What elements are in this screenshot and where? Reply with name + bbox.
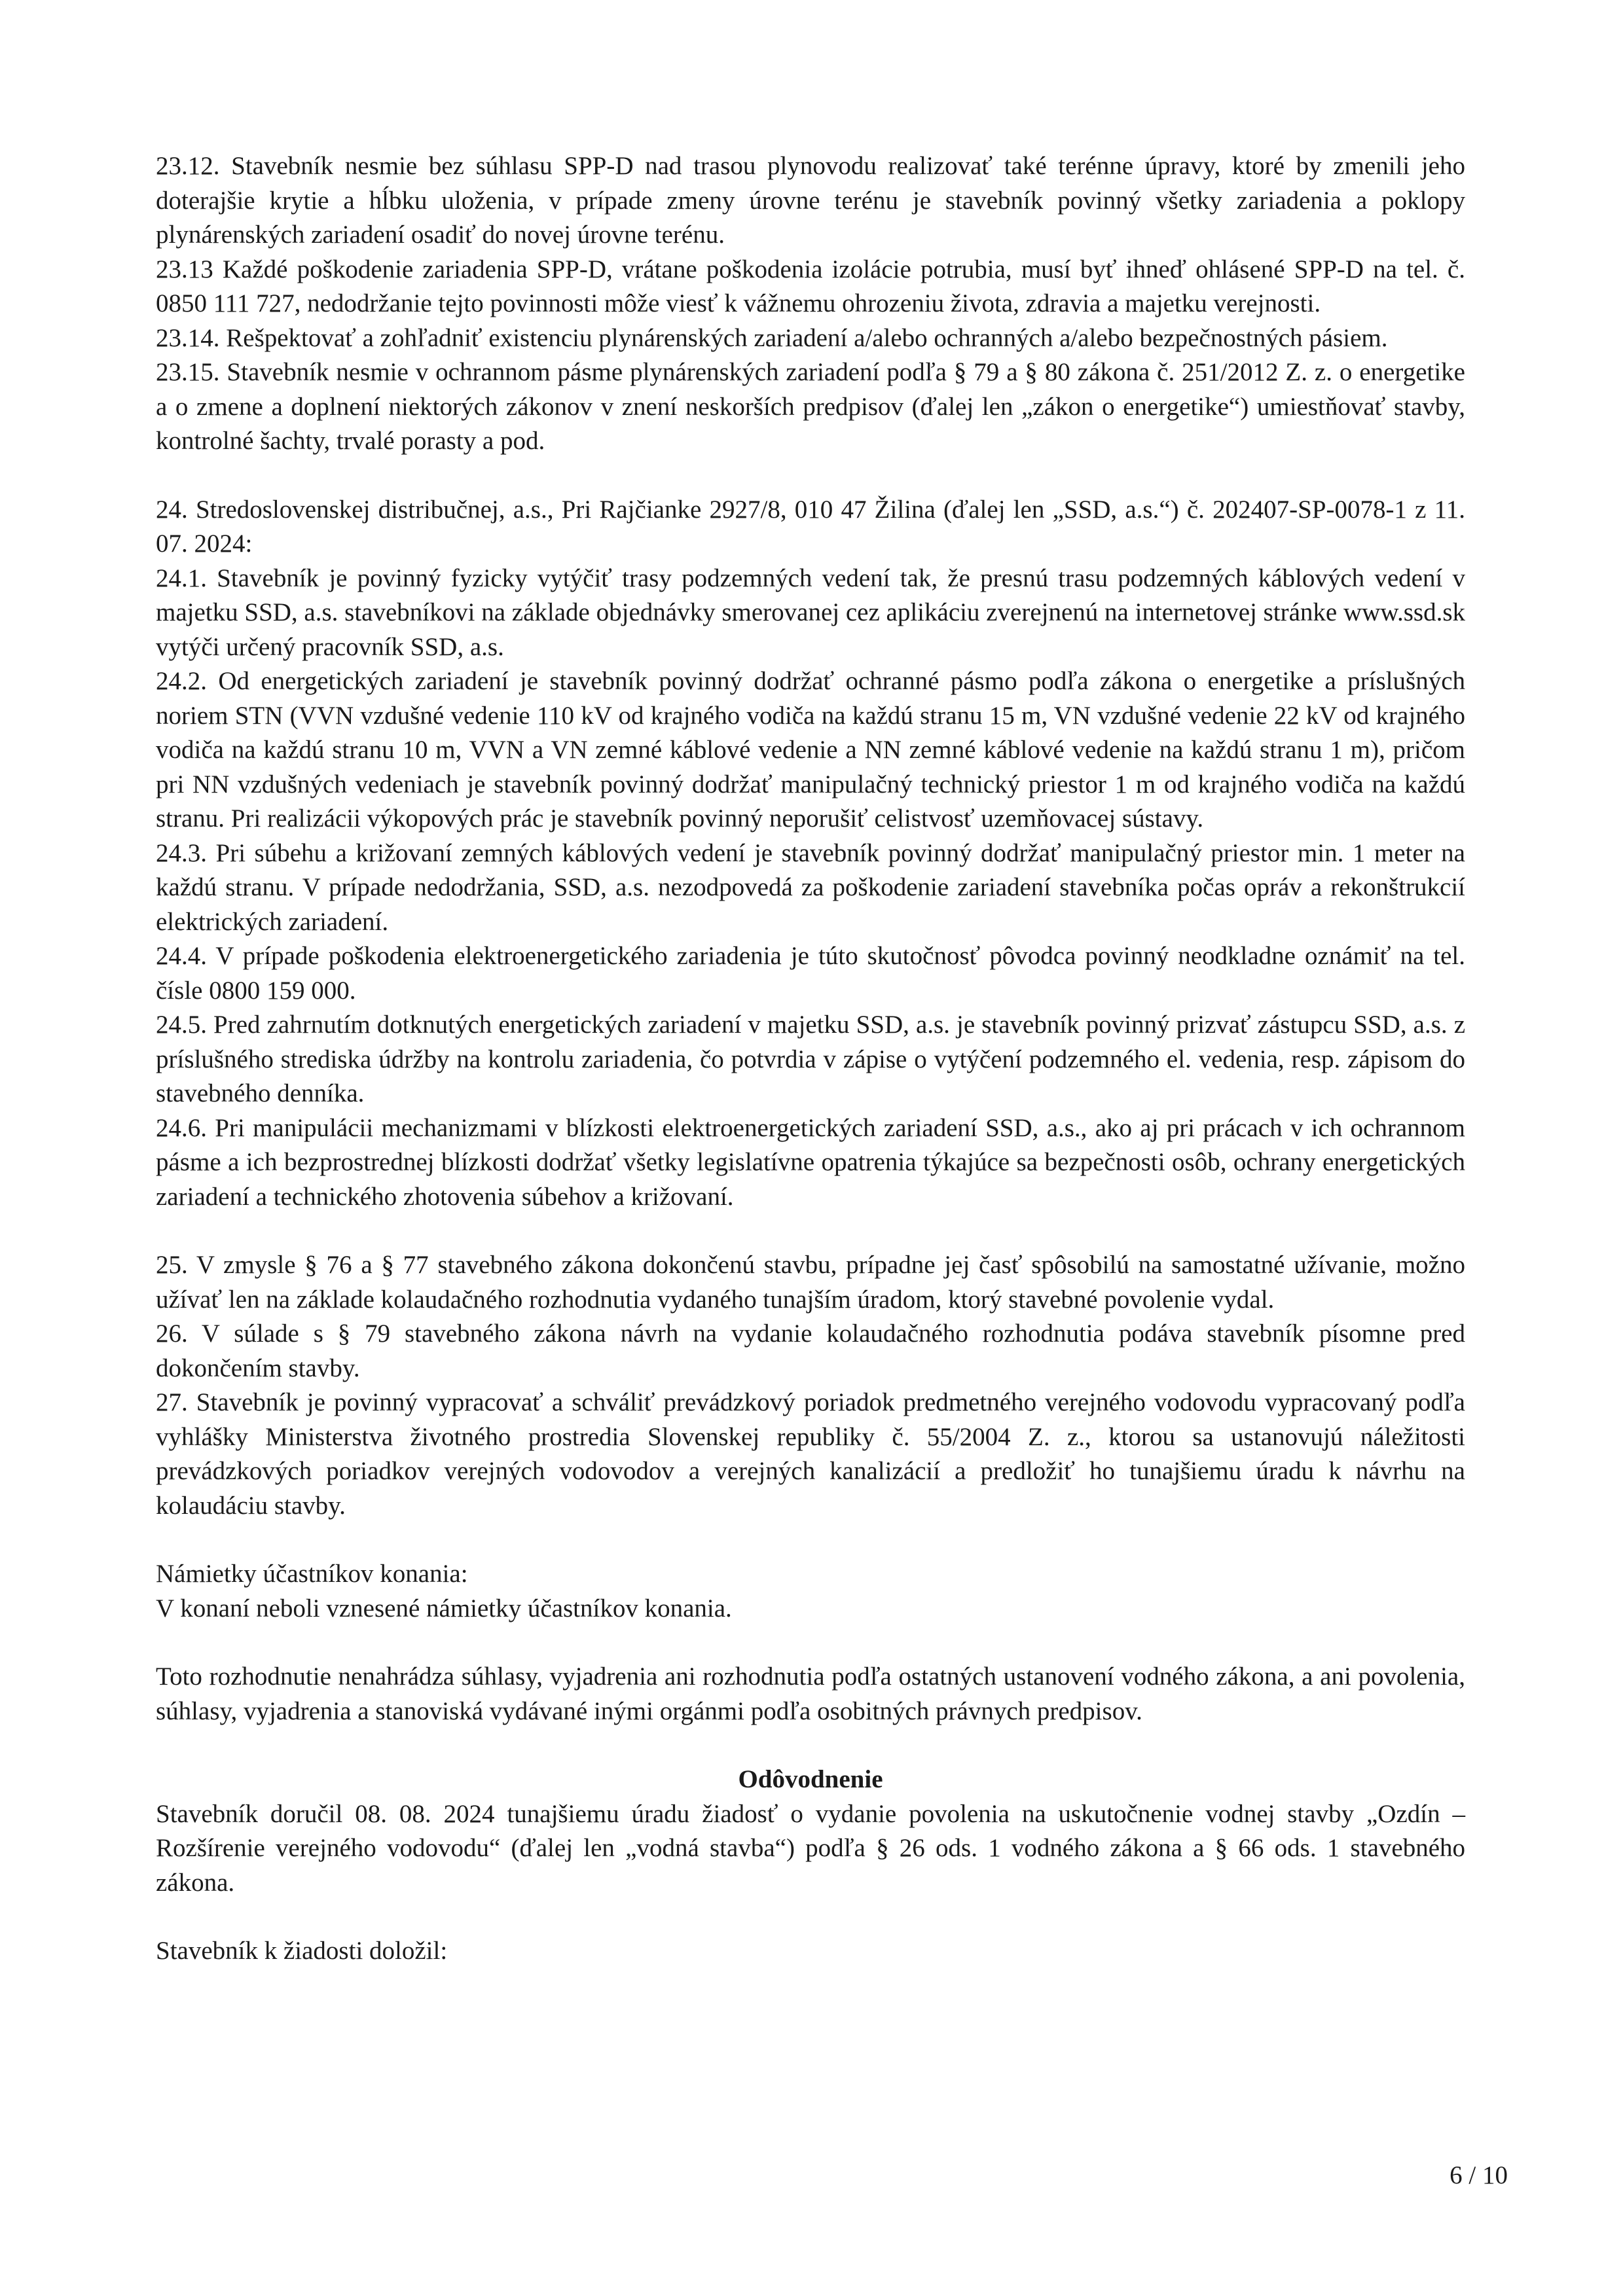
- paragraph-24-1: 24.1. Stavebník je povinný fyzicky vytýčiť trasy podzemných vedení tak, že presnú trasu podzemných káblových vedení v majetku SSD, a.s. stavebníkovi na základe objednávky smerovanej cez aplikáciu zverejnenú na internetovej stránke www.ssd.sk vytýči určený pracovník SSD, a.s.: [156, 564, 1465, 661]
- paragraph-26: 26. V súlade s § 79 stavebného zákona návrh na vydanie kolaudačného rozhodnutia podáva stavebník písomne pred dokončením stavby.: [156, 1319, 1465, 1382]
- paragraph-gap: [156, 1729, 1465, 1763]
- paragraph-gap: [156, 459, 1465, 493]
- paragraph-24-5: 24.5. Pred zahrnutím dotknutých energetických zariadení v majetku SSD, a.s. je stavebník povinný prizvať zástupcu SSD, a.s. z príslušného strediska údržby na kontrolu zariadenia, čo potvrdia v zápise o vytýčení podzemného el. vedenia, resp. zápisom do stavebného denníka.: [156, 1011, 1465, 1107]
- objections-text: V konaní neboli vznesené námietky účastníkov konania.: [156, 1594, 732, 1623]
- paragraph-24-2: 24.2. Od energetických zariadení je stavebník povinný dodržať ochranné pásmo podľa zákona o energetike a príslušných noriem STN (VVN vzdušné vedenie 110 kV od krajného vodiča na každú stranu 15 m, VN vzdušné vedenie 22 kV od krajného vodiča na každú stranu 10 m, VVN a VN zemné káblové vedenie a NN zemné káblové vedenie na každú stranu 1 m), pričom pri NN vzdušných vedeniach je stavebník povinný dodržať manipulačný technický priestor 1 m od krajného vodiča na každú stranu. Pri realizácii výkopových prác je stavebník povinný neporušiť celistvosť uzemňovacej sústavy.: [156, 667, 1465, 833]
- paragraph-25: 25. V zmysle § 76 a § 77 stavebného zákona dokončenú stavbu, prípadne jej časť spôsobilú na samostatné užívanie, možno užívať len na základe kolaudačného rozhodnutia vydaného tunajším úradom, ktorý stavebné povolenie vydal.: [156, 1251, 1465, 1314]
- disclaimer-paragraph: Toto rozhodnutie nenahrádza súhlasy, vyjadrenia ani rozhodnutia podľa ostatných ustanovení vodného zákona, a ani povolenia, súhlasy, vyjadrenia a stanoviská vydávané inými orgánmi podľa osobitných právnych predpisov.: [156, 1662, 1465, 1725]
- paragraph-gap: [156, 1900, 1465, 1934]
- paragraph-23-14: 23.14. Rešpektovať a zohľadniť existenciu plynárenských zariadení a/alebo ochranných a/alebo bezpečnostných pásiem.: [156, 323, 1388, 352]
- attachments-intro: Stavebník k žiadosti doložil:: [156, 1937, 448, 1965]
- paragraph-23-13: 23.13 Každé poškodenie zariadenia SPP-D, vrátane poškodenia izolácie potrubia, musí byť ihneď ohlásené SPP-D na tel. č. 0850 111 727, nedodržanie tejto povinnosti môže viesť k vážnemu ohrozeniu života, zdravia a majetku verejnosti.: [156, 255, 1465, 317]
- paragraph-23-15: 23.15. Stavebník nesmie v ochrannom pásme plynárenských zariadení podľa § 79 a § 80 zákona č. 251/2012 Z. z. o energetike a o zmene a doplnení niektorých zákonov v znení neskorších predpisov (ďalej len „zákon o energetike“) umiestňovať stavby, kontrolné šachty, trvalé porasty a pod.: [156, 358, 1465, 455]
- reasoning-heading: Odôvodnenie: [738, 1765, 883, 1793]
- objections-label: Námietky účastníkov konania:: [156, 1560, 468, 1588]
- paragraph-24-6: 24.6. Pri manipulácii mechanizmami v blízkosti elektroenergetických zariadení SSD, a.s., ako aj pri prácach v ich ochrannom pásme a ich bezprostrednej blízkosti dodržať všetky legislatívne opatrenia týkajúce sa bezpečnosti osôb, ochrany energetických zariadení a technického zhotovenia súbehov a križovaní.: [156, 1113, 1465, 1211]
- paragraph-gap: [156, 1214, 1465, 1248]
- paragraph-24-4: 24.4. V prípade poškodenia elektroenergetického zariadenia je túto skutočnosť pôvodca povinný neodkladne oznámiť na tel. čísle 0800 159 000.: [156, 942, 1465, 1005]
- paragraph-24: 24. Stredoslovenskej distribučnej, a.s., Pri Rajčianke 2927/8, 010 47 Žilina (ďalej len „SSD, a.s.“) č. 202407-SP-0078-1 z 11. 07. 2024:: [156, 495, 1465, 558]
- paragraph-24-3: 24.3. Pri súbehu a križovaní zemných káblových vedení je stavebník povinný dodržať manipulačný priestor min. 1 meter na každú stranu. V prípade nedodržania, SSD, a.s. nezodpovedá za poškodenie zariadení stavebníka počas opráv a rekonštrukcií elektrických zariadení.: [156, 838, 1465, 936]
- paragraph-27: 27. Stavebník je povinný vypracovať a schváliť prevádzkový poriadok predmetného verejného vodovodu vypracovaný podľa vyhlášky Ministerstva životného prostredia Slovenskej republiky č. 55/2004 Z. z., ktorou sa ustanovujú náležitosti prevádzkových poriadkov verejných vodovodov a verejných kanalizácií a predložiť ho tunajšiemu úradu k návrhu na kolaudáciu stavby.: [156, 1388, 1465, 1520]
- paragraph-gap: [156, 1626, 1465, 1660]
- page-number: 6 / 10: [1450, 2161, 1508, 2189]
- paragraph-gap: [156, 1523, 1465, 1557]
- paragraph-23-12: 23.12. Stavebník nesmie bez súhlasu SPP-D nad trasou plynovodu realizovať také terénne úpravy, ktoré by zmenili jeho doterajšie krytie a hĺbku uloženia, v prípade zmeny úrovne terénu je stavebník povinný všetky zariadenia a poklopy plynárenských zariadení osadiť do novej úrovne terénu.: [156, 152, 1465, 249]
- reasoning-paragraph: Stavebník doručil 08. 08. 2024 tunajšiemu úradu žiadosť o vydanie povolenia na uskutočnenie vodnej stavby „Ozdín – Rozšírenie verejného vodovodu“ (ďalej len „vodná stavba“) podľa § 26 ods. 1 vodného zákona a § 66 ods. 1 stavebného zákona.: [156, 1799, 1465, 1897]
- document-page: [156, 149, 1465, 1969]
